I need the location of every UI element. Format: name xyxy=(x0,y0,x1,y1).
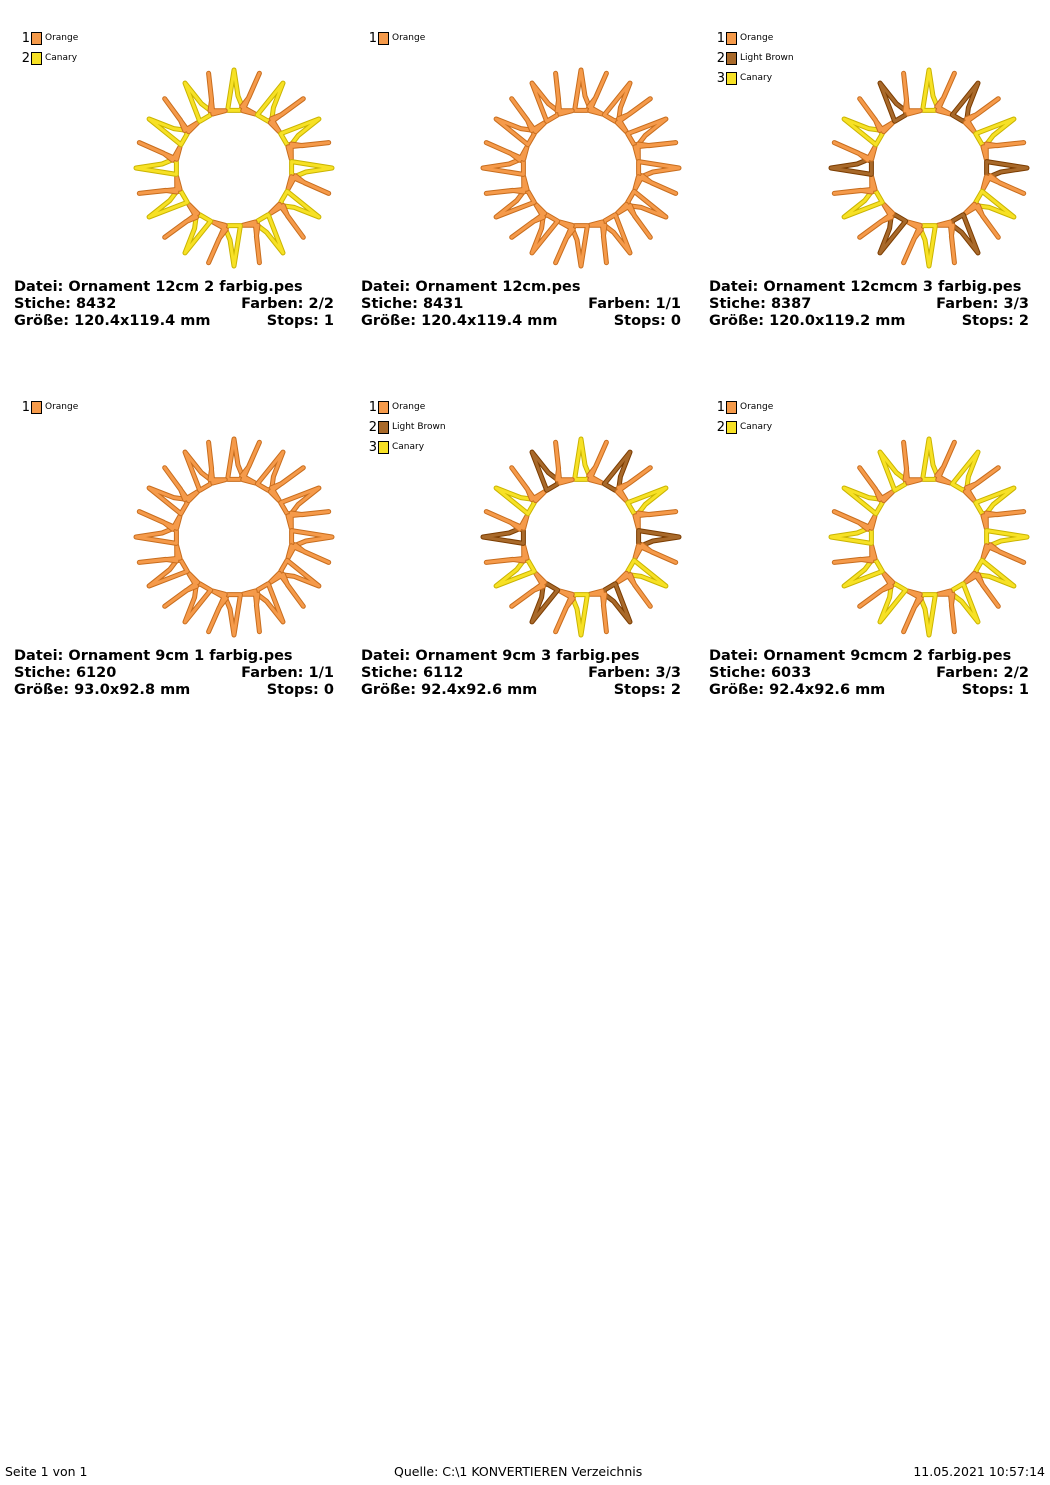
legend-color-name: Canary xyxy=(45,53,78,63)
legend-number: 3 xyxy=(716,70,725,86)
ornament-image xyxy=(124,58,344,278)
color-swatch xyxy=(726,401,737,414)
color-swatch xyxy=(31,32,42,45)
color-count: Farben: 1/1 xyxy=(588,296,681,312)
stitched-spike-highlight xyxy=(139,512,180,530)
color-legend xyxy=(367,28,425,48)
legend-number: 2 xyxy=(21,50,30,66)
print-datetime: 11.05.2021 10:57:14 xyxy=(913,1464,1045,1479)
design-card xyxy=(709,18,1039,358)
file-name: Datei: Ornament 9cm 3 farbig.pes xyxy=(361,648,640,664)
design-info xyxy=(361,648,681,699)
file-name: Datei: Ornament 9cm 1 farbig.pes xyxy=(14,648,293,664)
stitched-spike-highlight xyxy=(242,73,260,114)
stop-count: Stops: 0 xyxy=(266,682,334,698)
design-card xyxy=(361,18,691,358)
stitched-spike-highlight xyxy=(209,591,227,632)
legend-number: 2 xyxy=(368,419,377,435)
stitched-spike-highlight xyxy=(937,73,955,114)
design-size: Größe: 92.4x92.6 mm xyxy=(361,682,538,698)
ornament-image xyxy=(819,427,1039,647)
stitched-spike-highlight xyxy=(242,442,260,483)
ornament-image xyxy=(471,58,691,278)
design-size: Größe: 92.4x92.6 mm xyxy=(709,682,886,698)
stitched-spike-highlight xyxy=(937,442,955,483)
legend-entry xyxy=(367,417,446,437)
color-swatch xyxy=(378,421,389,434)
ornament-image xyxy=(471,427,691,647)
legend-number: 3 xyxy=(368,439,377,455)
design-info xyxy=(709,279,1029,330)
color-count: Farben: 3/3 xyxy=(936,296,1029,312)
legend-number: 2 xyxy=(716,50,725,66)
legend-entry xyxy=(715,397,773,417)
legend-color-name: Orange xyxy=(45,402,79,412)
color-swatch xyxy=(378,441,389,454)
legend-color-name: Light Brown xyxy=(740,53,794,63)
stitch-count: Stiche: 6112 xyxy=(361,665,464,681)
legend-color-name: Canary xyxy=(740,422,773,432)
stop-count: Stops: 1 xyxy=(961,682,1029,698)
stitched-spike-highlight xyxy=(983,545,1024,563)
stitched-spike-highlight xyxy=(834,143,875,161)
legend-color-name: Canary xyxy=(740,73,773,83)
stitched-spike-highlight xyxy=(904,591,922,632)
color-swatch xyxy=(726,421,737,434)
stitched-spike-highlight xyxy=(139,143,180,161)
legend-entry xyxy=(715,68,794,88)
page-footer xyxy=(0,1464,1050,1482)
ornament-image xyxy=(819,58,1039,278)
file-name: Datei: Ornament 9cmcm 2 farbig.pes xyxy=(709,648,1012,664)
legend-entry xyxy=(715,417,773,437)
legend-number: 1 xyxy=(368,30,377,46)
color-count: Farben: 1/1 xyxy=(241,665,334,681)
stitched-spike-highlight xyxy=(589,73,607,114)
legend-entry xyxy=(367,397,446,417)
stop-count: Stops: 2 xyxy=(961,313,1029,329)
legend-color-name: Orange xyxy=(740,402,774,412)
legend-color-name: Orange xyxy=(45,33,79,43)
color-swatch xyxy=(378,32,389,45)
design-info xyxy=(14,648,334,699)
legend-color-name: Orange xyxy=(740,33,774,43)
legend-entry xyxy=(20,397,78,417)
color-legend xyxy=(20,397,78,417)
legend-entry xyxy=(20,48,78,68)
legend-entry xyxy=(367,28,425,48)
design-size: Größe: 120.4x119.4 mm xyxy=(14,313,211,329)
legend-color-name: Orange xyxy=(392,402,426,412)
stitched-spike-highlight xyxy=(486,512,527,530)
legend-color-name: Canary xyxy=(392,442,425,452)
legend-color-name: Light Brown xyxy=(392,422,446,432)
legend-number: 1 xyxy=(21,399,30,415)
stop-count: Stops: 1 xyxy=(266,313,334,329)
stitch-count: Stiche: 8432 xyxy=(14,296,117,312)
color-swatch xyxy=(31,52,42,65)
stitched-spike-highlight xyxy=(589,442,607,483)
color-count: Farben: 2/2 xyxy=(936,665,1029,681)
legend-entry xyxy=(715,48,794,68)
color-swatch xyxy=(378,401,389,414)
color-legend xyxy=(715,397,773,437)
color-legend xyxy=(715,28,794,88)
stitched-spike-highlight xyxy=(983,176,1024,194)
file-name: Datei: Ornament 12cmcm 3 farbig.pes xyxy=(709,279,1022,295)
file-name: Datei: Ornament 12cm.pes xyxy=(361,279,581,295)
legend-entry xyxy=(715,28,794,48)
ornament-image xyxy=(124,427,344,647)
source-path: Quelle: C:\1 KONVERTIEREN Verzeichnis xyxy=(394,1464,643,1479)
legend-number: 2 xyxy=(716,419,725,435)
stitched-spike-highlight xyxy=(556,591,574,632)
legend-entry xyxy=(367,437,446,457)
stitched-spike-highlight xyxy=(486,143,527,161)
design-size: Größe: 120.4x119.4 mm xyxy=(361,313,558,329)
design-card xyxy=(709,387,1039,727)
design-info xyxy=(361,279,681,330)
color-count: Farben: 3/3 xyxy=(588,665,681,681)
legend-number: 1 xyxy=(716,399,725,415)
stitched-spike-highlight xyxy=(288,545,329,563)
color-swatch xyxy=(726,72,737,85)
file-name: Datei: Ornament 12cm 2 farbig.pes xyxy=(14,279,303,295)
color-swatch xyxy=(31,401,42,414)
design-size: Größe: 120.0x119.2 mm xyxy=(709,313,906,329)
legend-number: 1 xyxy=(368,399,377,415)
design-card xyxy=(14,18,344,358)
stitched-spike-highlight xyxy=(288,176,329,194)
design-info xyxy=(14,279,334,330)
stitch-count: Stiche: 6120 xyxy=(14,665,117,681)
color-swatch xyxy=(726,32,737,45)
color-legend xyxy=(367,397,446,457)
page-number: Seite 1 von 1 xyxy=(5,1464,88,1479)
stitched-spike-highlight xyxy=(834,512,875,530)
stitch-count: Stiche: 6033 xyxy=(709,665,812,681)
stitched-spike-highlight xyxy=(635,545,676,563)
design-card xyxy=(361,387,691,727)
stop-count: Stops: 2 xyxy=(613,682,681,698)
color-count: Farben: 2/2 xyxy=(241,296,334,312)
stitched-spike-highlight xyxy=(209,222,227,263)
stitch-count: Stiche: 8431 xyxy=(361,296,464,312)
color-swatch xyxy=(726,52,737,65)
legend-entry xyxy=(20,28,78,48)
legend-color-name: Orange xyxy=(392,33,426,43)
stitched-spike-highlight xyxy=(556,222,574,263)
design-size: Größe: 93.0x92.8 mm xyxy=(14,682,191,698)
stitched-spike-highlight xyxy=(904,222,922,263)
stop-count: Stops: 0 xyxy=(613,313,681,329)
design-card xyxy=(14,387,344,727)
legend-number: 1 xyxy=(716,30,725,46)
stitch-count: Stiche: 8387 xyxy=(709,296,812,312)
legend-number: 1 xyxy=(21,30,30,46)
design-info xyxy=(709,648,1029,699)
stitched-spike-highlight xyxy=(635,176,676,194)
color-legend xyxy=(20,28,78,68)
